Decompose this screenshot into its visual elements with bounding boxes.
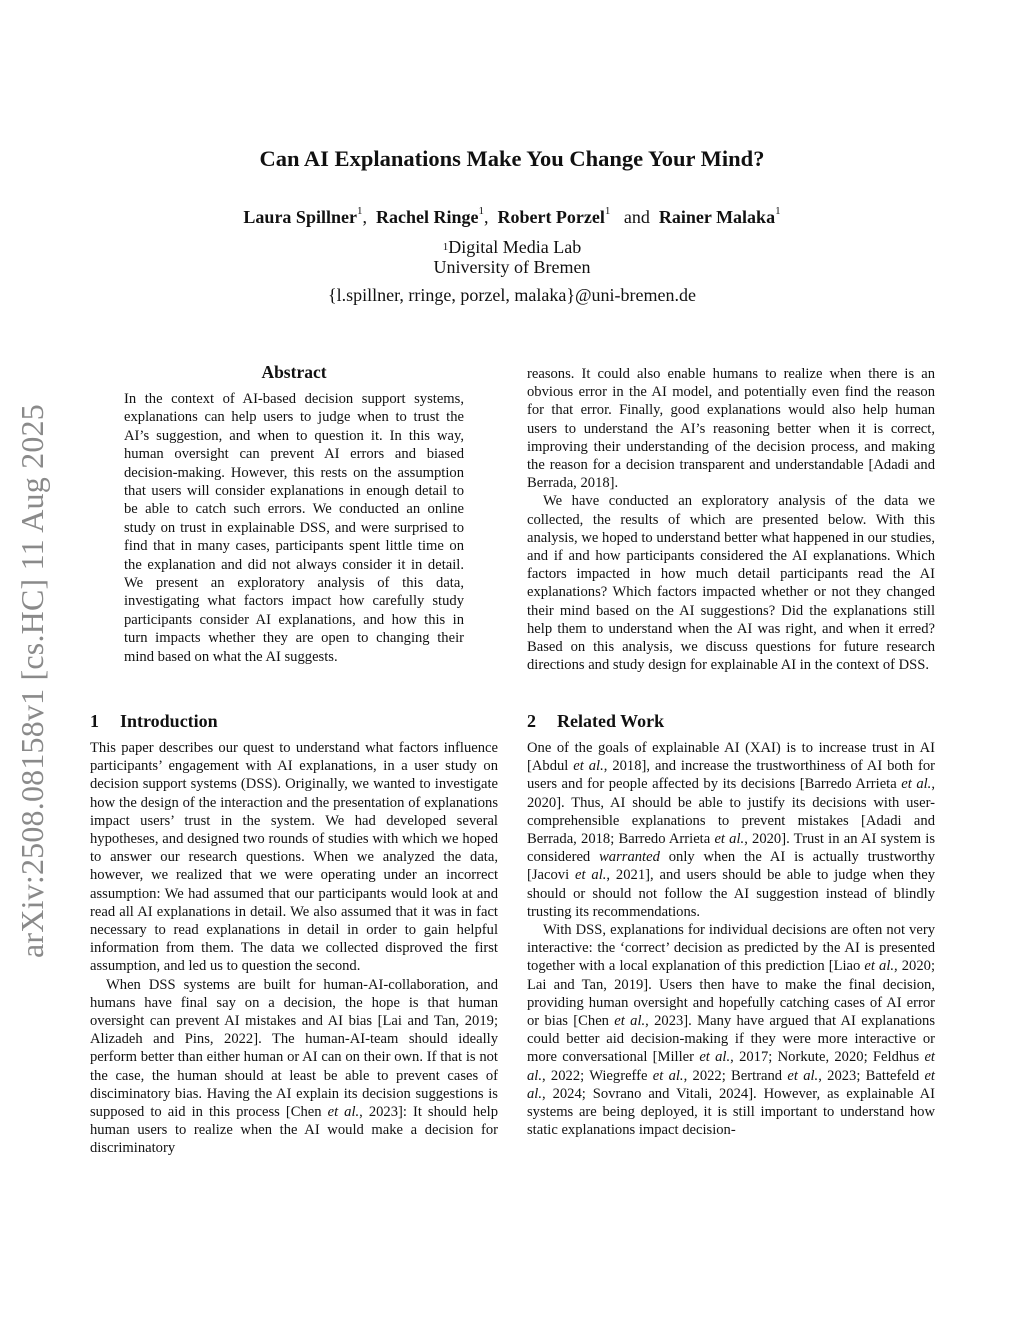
text-run-italic: et al. [787, 1067, 819, 1084]
author-separator: , [483, 207, 489, 227]
affiliation-university: University of Bremen [433, 257, 591, 277]
paragraph: reasons. It could also enable humans to realize when there is an obvious error in the AI model, and potentially even find the reason for that error. Finally, good explanations would also help human users to understand the AI’s reasoning better when it is correct, improving their understanding of the decision process, and making the reason for a decision transparent and understandable [Adadi and Berrada, 2018]. [527, 366, 935, 492]
author-name: Rainer Malaka [658, 207, 776, 227]
author-affil-mark: 1 [604, 205, 611, 217]
affil-lab: Digital Media Lab [448, 237, 582, 257]
text-run: , 2017; Norkute, 2020; Feldhus [730, 1049, 925, 1066]
paragraph [527, 739, 935, 921]
text-run-italic: et al. [864, 958, 895, 975]
paper-title: Can AI Explanations Make You Change Your Mind? [259, 146, 765, 171]
author-name: Robert Porzel [497, 207, 605, 227]
section-title: Introduction [120, 711, 218, 731]
text-run-italic: warranted [599, 849, 660, 866]
text-run: , 2023]: It should help human users to realize when the AI would make a decision for discriminatory [90, 1104, 498, 1157]
section-heading-introduction [90, 711, 218, 732]
text-run: One of the goals of explainable AI (XAI) is to increase trust in AI [Abdul [527, 740, 935, 775]
text-run-italic: et al. [527, 1067, 935, 1102]
paragraph: We have conducted an exploratory analysis of the data we collected, the results of which are presented below. With this analysis, we hoped to understand better what happened in our studies, and if and how participants considered the AI explanations. Which factors impacted in how much detail participants read the AI explanations? Which factors impacted whether or not they changed their mind based on the AI suggestions? Did the explanations still help them to understand when the AI was right, and when it erred? Based on this analysis, we discuss questions for future research directions and study design for explainable AI in the context of DSS. [527, 493, 935, 674]
author-list [0, 207, 1024, 228]
author-and: and [623, 207, 650, 227]
related-work-body [527, 739, 935, 1139]
section-number: 2 [527, 711, 536, 731]
section-number: 1 [90, 711, 99, 731]
text-run: only when the AI is actually trustworthy [Jacovi [527, 849, 935, 884]
author-affil-mark: 1 [356, 205, 363, 217]
text-run: , 2020; Lai and Tan, 2019]. Users then have to make the final decision, providing human oversight and hopefully catching cases of AI error or bias [Chen [527, 958, 936, 1030]
author-affil-mark: 1 [478, 205, 484, 217]
text-run: When DSS systems are built for human-AI-collaboration, and humans have final say on a decision, the hope is that human oversight can prevent AI mistakes and AI bias [Lai and Tan, 2019; Alizadeh and Pins, 2022]. The human-AI-team should ideally perform better than either human or AI can on their own. If that is not the case, the human should at least be able to prevent cases of disciminatory bias. Having the AI explain its decision suggestions is supposed to aid in this process [Chen [90, 976, 498, 1121]
text-run: , 2024; Sovrano and Vitali, 2024]. However, as explainable AI systems are being deployed, it is still important to understand how static explanations impact decision- [527, 1085, 935, 1139]
text-run: , 2020]. Thus, AI should be able to justify its decisions with user-comprehensible explanations to prevent mistakes [Adadi and Berrada, 2018; Barredo Arrieta [527, 776, 935, 848]
introduction-body [90, 739, 498, 1158]
text-run: , 2020]. Trust in an AI system is considered [527, 831, 936, 866]
paragraph: This paper describes our quest to understand what factors influence participants’ engagement with AI explanations, in a user study on decision support systems (DSS). Originally, we wanted to investigate how the design of the interaction and the presentation of explanations impact users’ trust in the system. We had developed several hypotheses, and designed two rounds of studies with which we hoped to answer our research questions. When we analyzed the data, however, we realized that we were operating under an incorrect assumption: We had assumed that our participants would look at and read all AI explanations in detail. We also assumed that it was in fact necessary to read explanations in detail in order to gain helpful information from them. The data we collected disproved the first assumption, and led us to question the second. [90, 740, 498, 975]
text-run: , 2022; Wiegreffe [542, 1067, 653, 1084]
author-name: Rachel Ringe [375, 207, 479, 227]
section-title: Related Work [557, 711, 665, 731]
text-run: , 2022; Bertrand [683, 1067, 788, 1084]
arxiv-identifier: arXiv:2508.08158v1 [cs.HC] 11 Aug 2025 [14, 404, 50, 958]
abstract-heading: Abstract [261, 362, 327, 382]
paragraph [527, 921, 935, 1139]
text-run-italic: et al. [327, 1104, 360, 1121]
text-run-italic: et al. [699, 1049, 731, 1066]
text-run-italic: et al. [573, 758, 604, 775]
text-run-italic: et al. [614, 1013, 646, 1030]
paragraph [90, 976, 498, 1158]
right-column-intro-continued [527, 365, 935, 674]
affiliation-line [0, 237, 1024, 257]
author-affil-mark: 1 [775, 205, 781, 217]
text-run: , 2023]. Many have argued that AI explanations could better aid decision-making if they were more interactive or more conversational [Miller [527, 1013, 935, 1066]
text-run-italic: et al. [901, 776, 932, 793]
section-heading-related-work [527, 711, 664, 732]
author-name: Laura Spillner [243, 207, 357, 227]
text-run-italic: et al. [527, 1049, 935, 1084]
text-run-italic: et al. [714, 831, 745, 848]
text-run: , 2021], and users should be able to judge when they should or should not follow the AI suggestion instead of blindly trusting its recommendations. [527, 867, 936, 920]
text-run-italic: et al. [575, 867, 607, 884]
text-run: , 2018], and increase the trustworthiness of AI both for users and for people affected by its decisions [Barredo Arrieta [527, 758, 936, 793]
abstract-text: In the context of AI-based decision support systems, explanations can help users to judge when to trust the AI’s suggestion, and when to question it. In this way, human oversight can prevent AI errors and biased decision-making. However, this rests on the assumption that users will consider explanations in enough detail to be able to catch such errors. We conducted an online study on trust in explainable DSS, and were surprised to find that in many cases, participants spent little time on the explanation and did not always consider it in detail. We present an exploratory analysis of this data, investigating what factors impact how carefully study participants consider AI explanations, and how this in turn impacts whether they are open to changing their mind based on what the AI suggests. [124, 391, 464, 665]
text-run-italic: et al. [652, 1067, 684, 1084]
text-run: , 2023; Battefeld [818, 1067, 925, 1084]
author-emails[interactable]: {l.spillner, rringe, porzel, malaka}@uni-bremen.de [327, 285, 696, 305]
author-separator: , [362, 207, 367, 227]
text-run: With DSS, explanations for individual decisions are often not very interactive: the ‘correct’ decision as predicted by the AI is presented together with a local explanation of this prediction [Liao [527, 922, 935, 975]
affil-mark: 1 [442, 241, 449, 253]
